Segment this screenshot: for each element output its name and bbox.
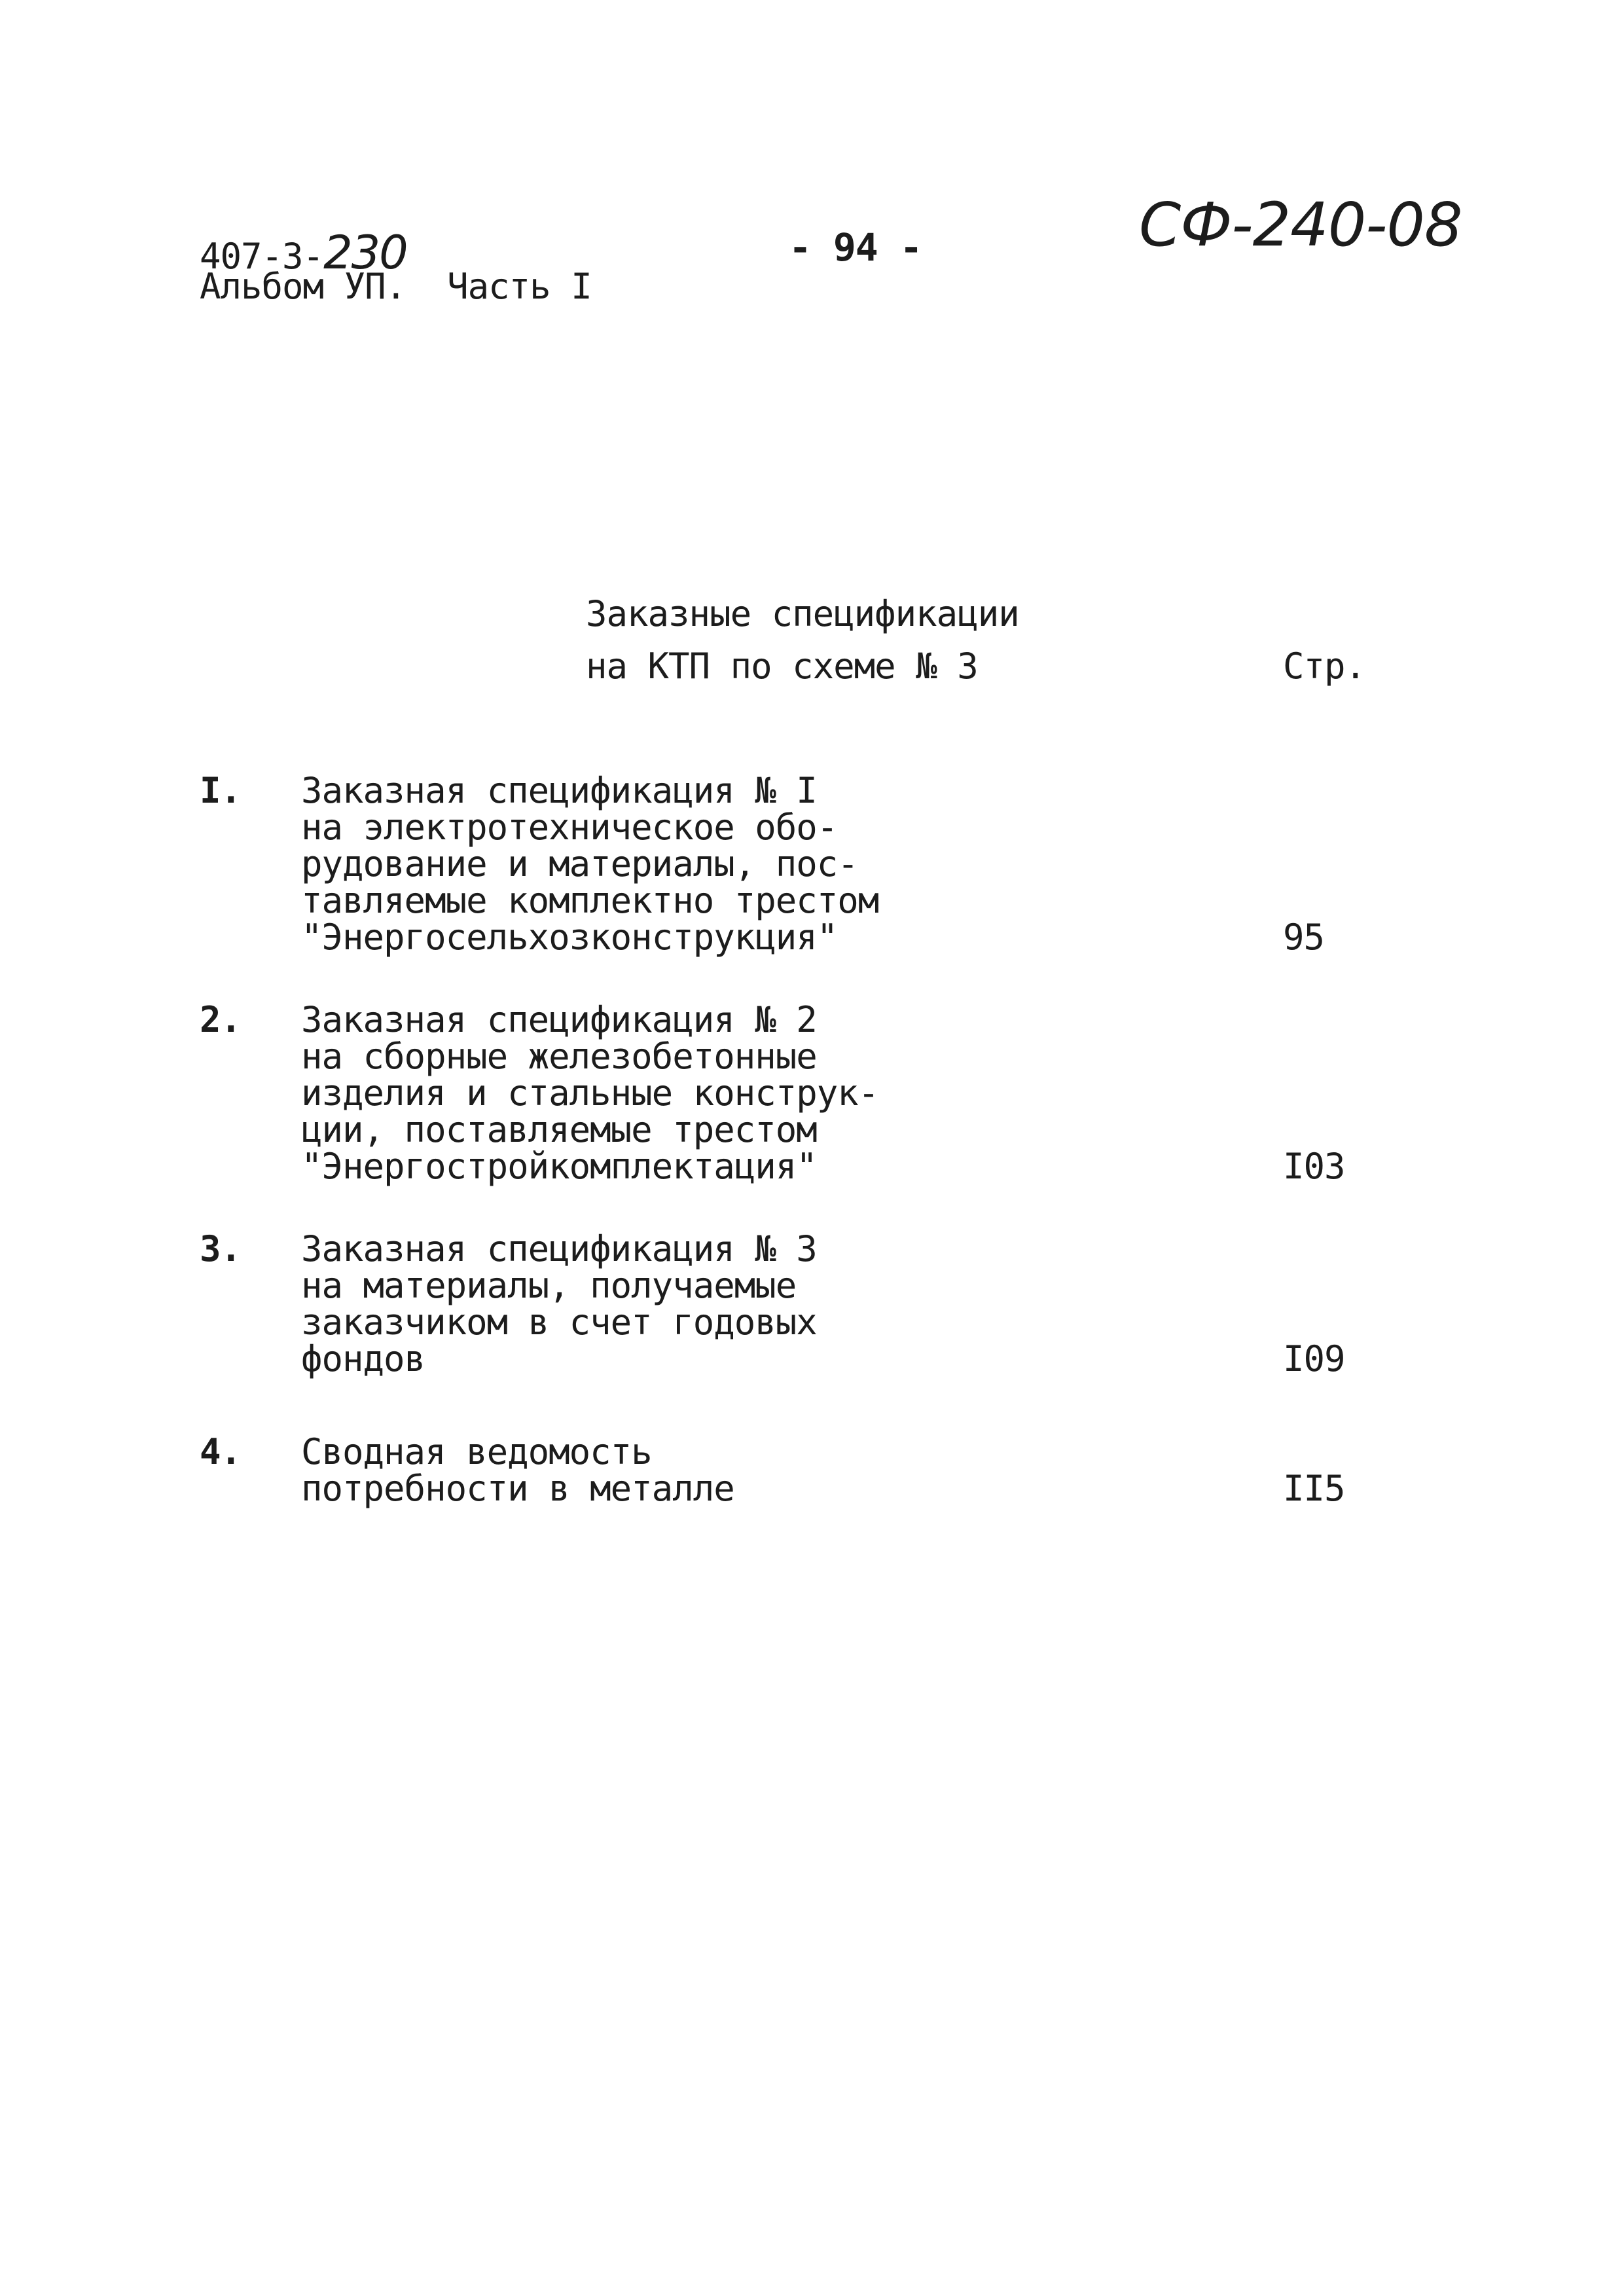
toc-entry-number: 3. [200, 1228, 242, 1269]
toc-entry-line: на материалы, получаемые [301, 1265, 797, 1306]
toc-entry-line: потребности в металле [301, 1468, 734, 1509]
toc-entry-line: Заказная спецификация № 3 [301, 1228, 817, 1269]
page-column-header: Стр. [1283, 646, 1366, 687]
toc-entry-line: ции, поставляемые трестом [301, 1109, 817, 1150]
toc-entry-text [301, 999, 879, 1187]
page-number: - 94 - [789, 225, 922, 270]
toc-entry-text [301, 1431, 734, 1509]
toc-entry-page: II5 [1283, 1468, 1345, 1509]
document-code-typed: 407-3- [200, 236, 324, 277]
toc-heading-line-1: Заказные спецификации [586, 593, 1019, 634]
toc-entry-line: заказчиком в счет годовых [301, 1302, 817, 1343]
toc-entry-line: "Энергостройкомплектация" [301, 1146, 817, 1187]
toc-entry-line: изделия и стальные конструк- [301, 1072, 879, 1114]
toc-entry-line: рудование и материалы, пос- [301, 843, 858, 884]
toc-entry-line: фондов [301, 1338, 425, 1379]
toc-entry-text [301, 770, 879, 958]
toc-entry-line: на электротехническое обо- [301, 807, 838, 848]
toc-entry-number: I. [200, 770, 242, 811]
toc-entry-number: 2. [200, 999, 242, 1040]
toc-entry-line: Заказная спецификация № I [301, 770, 817, 811]
document-code-handwritten: 230 [323, 226, 407, 280]
toc-entry-number: 4. [200, 1431, 242, 1472]
toc-entry-line: Заказная спецификация № 2 [301, 999, 817, 1040]
toc-entry-page: I09 [1283, 1338, 1345, 1379]
toc-entry-page: 95 [1283, 917, 1325, 958]
toc-entry-line: тавляемые комплектно трестом [301, 880, 879, 921]
toc-entry-line: Сводная ведомость [301, 1431, 652, 1472]
toc-entry-line: на сборные железобетонные [301, 1036, 817, 1077]
toc-heading-line-2: на КТП по схеме № 3 [586, 646, 978, 687]
album-part-line: Альбом УП. Часть I [200, 266, 592, 307]
sheet-mark-handwritten: СФ-240-08 [1139, 190, 1462, 260]
toc-entry-text [301, 1228, 817, 1379]
toc-entry-line: "Энергосельхозконструкция" [301, 917, 838, 958]
toc-entry-page: I03 [1283, 1146, 1345, 1187]
